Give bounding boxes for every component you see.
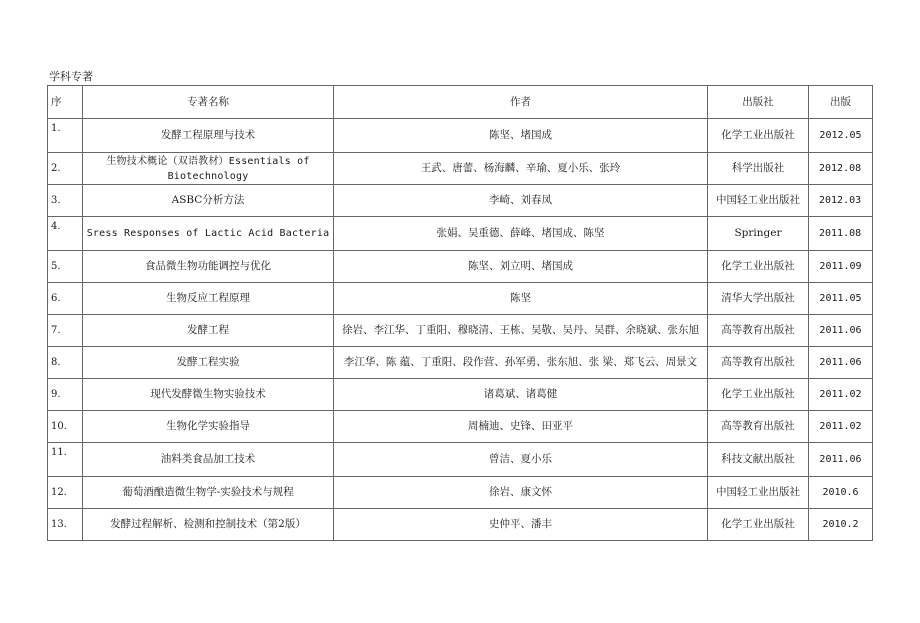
table-row xyxy=(48,411,873,443)
table-row xyxy=(48,379,873,411)
publisher: 科学出版社 xyxy=(708,153,809,185)
monograph-title: 生物反应工程原理 xyxy=(83,283,334,315)
publication-date: 2011.02 xyxy=(809,379,873,411)
publication-date: 2012.05 xyxy=(809,119,873,153)
authors: 李崎、刘春凤 xyxy=(334,185,708,217)
publisher: 高等教育出版社 xyxy=(708,315,809,347)
row-number: 6. xyxy=(48,283,83,315)
monograph-title: 发酵过程解析、检测和控制技术（第2版） xyxy=(83,509,334,541)
publisher: 化学工业出版社 xyxy=(708,379,809,411)
publication-date: 2012.03 xyxy=(809,185,873,217)
row-number: 9. xyxy=(48,379,83,411)
section-caption: 学科专著 xyxy=(49,70,93,83)
header-author: 作者 xyxy=(334,86,708,119)
publisher: 高等教育出版社 xyxy=(708,347,809,379)
table-row xyxy=(48,315,873,347)
table-row xyxy=(48,477,873,509)
monograph-title: 发酵工程 xyxy=(83,315,334,347)
row-number: 11. xyxy=(48,443,83,477)
publisher: 中国轻工业出版社 xyxy=(708,185,809,217)
authors: 王武、唐蕾、杨海麟、辛瑜、夏小乐、张玲 xyxy=(334,153,708,185)
table-row xyxy=(48,347,873,379)
publisher: 化学工业出版社 xyxy=(708,119,809,153)
monograph-title: 油料类食品加工技术 xyxy=(83,443,334,477)
table-row xyxy=(48,251,873,283)
table-row xyxy=(48,443,873,477)
publication-date: 2011.06 xyxy=(809,443,873,477)
row-number: 12. xyxy=(48,477,83,509)
publisher: 清华大学出版社 xyxy=(708,283,809,315)
row-number: 10. xyxy=(48,411,83,443)
row-number: 8. xyxy=(48,347,83,379)
publication-date: 2011.06 xyxy=(809,315,873,347)
table-row xyxy=(48,153,873,185)
table-row xyxy=(48,509,873,541)
authors: 李江华、陈 蕴、丁重阳、段作营、孙军勇、张东旭、张 梁、郑飞云、周景文 xyxy=(334,347,708,379)
row-number: 2. xyxy=(48,153,83,185)
publisher: 科技文献出版社 xyxy=(708,443,809,477)
header-date: 出版 xyxy=(809,86,873,119)
authors: 陈坚 xyxy=(334,283,708,315)
publication-date: 2011.05 xyxy=(809,283,873,315)
publisher: 中国轻工业出版社 xyxy=(708,477,809,509)
authors: 周楠迪、史锋、田亚平 xyxy=(334,411,708,443)
authors: 徐岩、李江华、丁重阳、穆晓清、王栋、吴敬、吴丹、吴群、余晓斌、张东旭 xyxy=(334,315,708,347)
monograph-title: 葡萄酒酿造微生物学-实验技术与规程 xyxy=(83,477,334,509)
table-row xyxy=(48,217,873,251)
authors: 徐岩、康文怀 xyxy=(334,477,708,509)
publisher: 化学工业出版社 xyxy=(708,251,809,283)
table-header-row xyxy=(48,86,873,119)
publication-date: 2010.2 xyxy=(809,509,873,541)
header-publisher: 出版社 xyxy=(708,86,809,119)
publication-date: 2011.02 xyxy=(809,411,873,443)
publication-date: 2010.6 xyxy=(809,477,873,509)
authors: 陈坚、堵国成 xyxy=(334,119,708,153)
header-no: 序 xyxy=(48,86,83,119)
monograph-table xyxy=(47,85,873,541)
table-row xyxy=(48,119,873,153)
monograph-title: 生物化学实验指导 xyxy=(83,411,334,443)
publication-date: 2012.08 xyxy=(809,153,873,185)
row-number: 7. xyxy=(48,315,83,347)
monograph-title: ASBC分析方法 xyxy=(83,185,334,217)
authors: 曾洁、夏小乐 xyxy=(334,443,708,477)
monograph-title: Sress Responses of Lactic Acid Bacteria xyxy=(83,217,334,251)
publisher: 高等教育出版社 xyxy=(708,411,809,443)
authors: 陈坚、刘立明、堵国成 xyxy=(334,251,708,283)
row-number: 4. xyxy=(48,217,83,251)
monograph-title: 发酵工程实验 xyxy=(83,347,334,379)
row-number: 1. xyxy=(48,119,83,153)
publication-date: 2011.08 xyxy=(809,217,873,251)
header-title: 专著名称 xyxy=(83,86,334,119)
authors: 诸葛斌、诸葛健 xyxy=(334,379,708,411)
monograph-title: 食品微生物功能调控与优化 xyxy=(83,251,334,283)
publisher: 化学工业出版社 xyxy=(708,509,809,541)
publication-date: 2011.09 xyxy=(809,251,873,283)
row-number: 13. xyxy=(48,509,83,541)
publication-date: 2011.06 xyxy=(809,347,873,379)
row-number: 3. xyxy=(48,185,83,217)
monograph-title: 生物技术概论（双语教材）Essentials of Biotechnology xyxy=(83,153,334,185)
row-number: 5. xyxy=(48,251,83,283)
publisher: Springer xyxy=(708,217,809,251)
table-row xyxy=(48,283,873,315)
table-row xyxy=(48,185,873,217)
authors: 史仲平、潘丰 xyxy=(334,509,708,541)
monograph-title: 发酵工程原理与技术 xyxy=(83,119,334,153)
monograph-title: 现代发酵微生物实验技术 xyxy=(83,379,334,411)
authors: 张娟、吴重德、薛峰、堵国成、陈坚 xyxy=(334,217,708,251)
